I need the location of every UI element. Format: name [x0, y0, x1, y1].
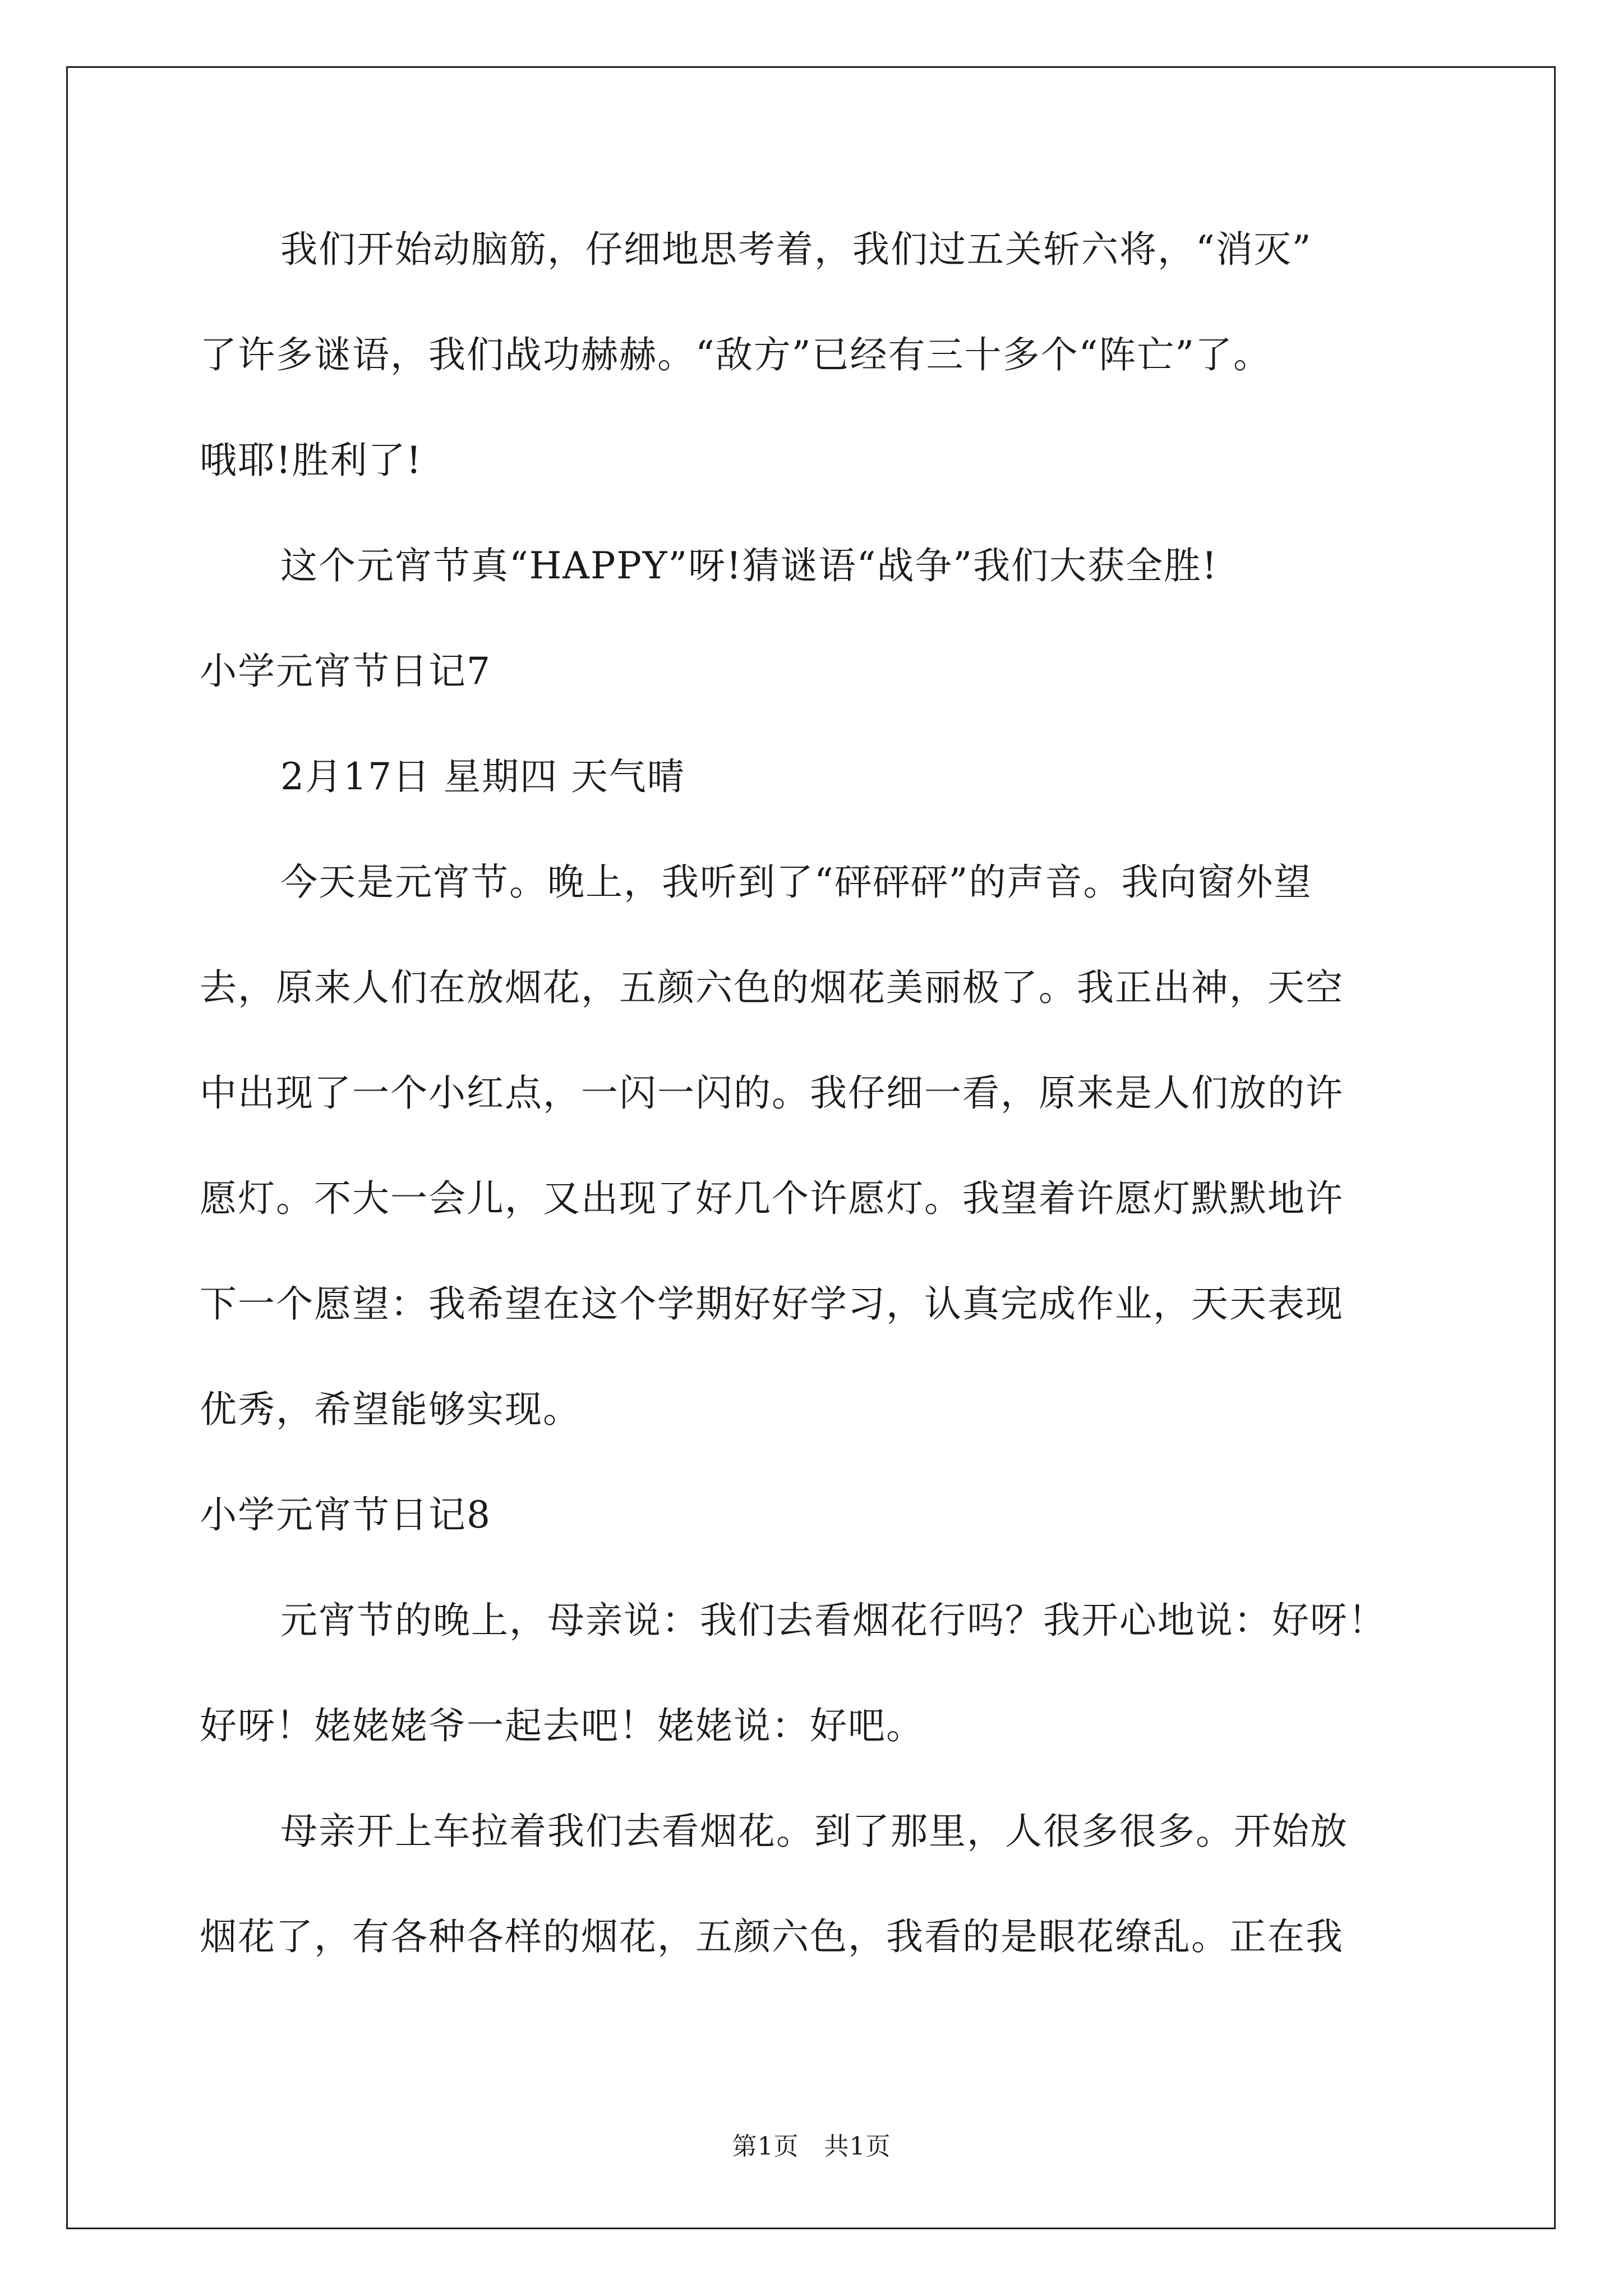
text-line: 下一个愿望：我希望在这个学期好好学习，认真完成作业，天天表现: [200, 1282, 1344, 1326]
section-heading: 小学元宵节日记7: [200, 650, 491, 693]
text-line: 好呀！姥姥姥爷一起去吧！姥姥说：好吧。: [200, 1704, 924, 1747]
text-line: 这个元宵节真“HAPPY”呀!猜谜语“战争”我们大获全胜!: [280, 544, 1218, 587]
page-border: [66, 66, 1556, 2229]
text-line: 我们开始动脑筋，仔细地思考着，我们过五关斩六将，“消灭”: [280, 228, 1312, 271]
text-line: 母亲开上车拉着我们去看烟花。到了那里，人很多很多。开始放: [280, 1810, 1348, 1853]
text-line: 了许多谜语，我们战功赫赫。“敌方”已经有三十多个“阵亡”了。: [200, 333, 1271, 376]
text-line: 愿灯。不大一会儿，又出现了好几个许愿灯。我望着许愿灯默默地许: [200, 1177, 1344, 1220]
page-footer: 第1页 共1页: [732, 2132, 891, 2161]
diary-date-line: 2月17日 星期四 天气晴: [280, 755, 685, 798]
section-heading: 小学元宵节日记8: [200, 1493, 491, 1536]
text-line: 中出现了一个小红点，一闪一闪的。我仔细一看，原来是人们放的许: [200, 1071, 1344, 1115]
text-line: 烟花了，有各种各样的烟花，五颜六色，我看的是眼花缭乱。正在我: [200, 1915, 1344, 1958]
text-line: 优秀，希望能够实现。: [200, 1388, 581, 1431]
text-line: 今天是元宵节。晚上，我听到了“砰砰砰”的声音。我向窗外望: [280, 861, 1312, 904]
text-line: 元宵节的晚上，母亲说：我们去看烟花行吗？我开心地说：好呀！: [280, 1599, 1386, 1642]
text-line: 去，原来人们在放烟花，五颜六色的烟花美丽极了。我正出神，天空: [200, 966, 1344, 1009]
text-line: 哦耶!胜利了!: [200, 439, 423, 482]
